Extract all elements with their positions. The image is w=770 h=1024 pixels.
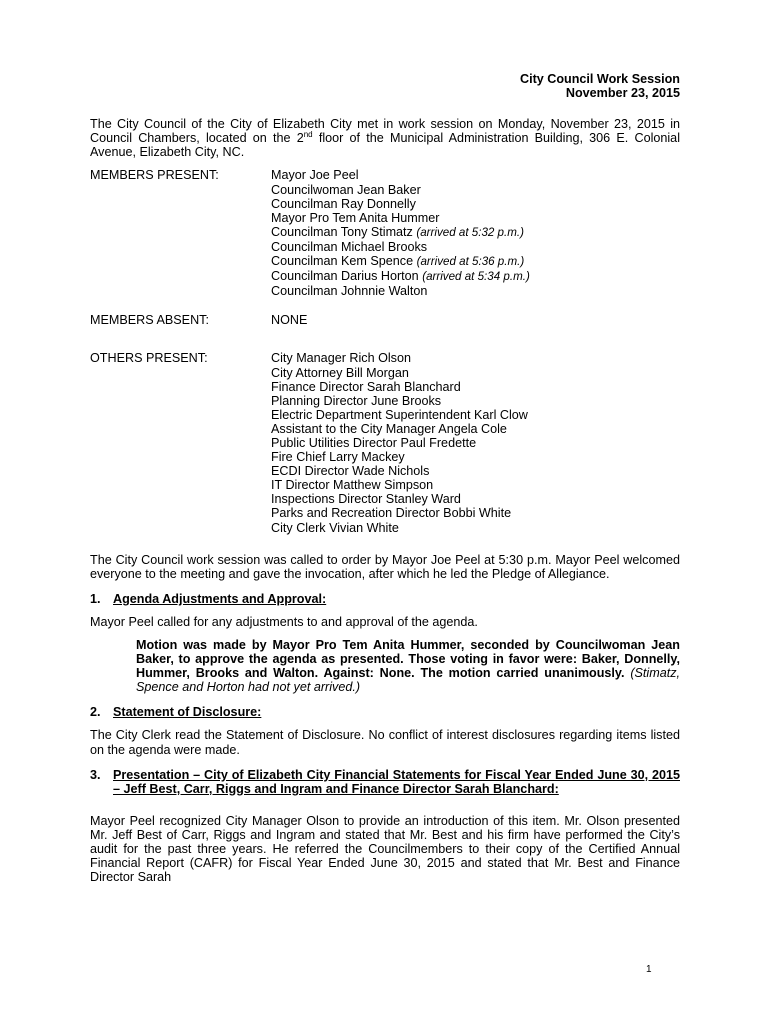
other-present-item: City Manager Rich Olson xyxy=(271,351,411,366)
other-present-item: Assistant to the City Manager Angela Cole xyxy=(271,421,507,436)
other-present-item: IT Director Matthew Simpson xyxy=(271,478,434,493)
section-2-heading xyxy=(90,705,680,719)
others-present-label: OTHERS PRESENT: xyxy=(90,351,208,366)
members-present-list xyxy=(271,168,530,298)
member-present-item xyxy=(271,284,530,298)
document-page xyxy=(90,72,680,884)
other-present-item: Parks and Recreation Director Bobbi White xyxy=(271,506,512,521)
member-name: Councilman Darius Horton xyxy=(271,269,419,284)
other-present-item: City Attorney Bill Morgan xyxy=(271,365,409,380)
members-present-block xyxy=(90,168,680,298)
members-absent-block xyxy=(90,313,680,327)
other-present-item: Inspections Director Stanley Ward xyxy=(271,492,461,507)
section-3-number: 3. xyxy=(90,767,101,782)
opening-paragraph: The City Council work session was called to order by Mayor Joe Peel at 5:30 p.m. Mayor Peel welcomed everyone to the meeting and gave the invocation, after which he led the Pledge of Allegiance. xyxy=(90,552,680,581)
members-absent-label: MEMBERS ABSENT: xyxy=(90,313,209,328)
member-name: Councilman Johnnie Walton xyxy=(271,284,428,299)
member-name: Councilwoman Jean Baker xyxy=(271,182,421,197)
members-present-label: MEMBERS PRESENT: xyxy=(90,168,219,183)
section-3-paragraph: Mayor Peel recognized City Manager Olson to provide an introduction of this item. Mr. Olson presented Mr. Jeff Best of Carr, Riggs and Ingram and stated that Mr. Best and his firm have performed the City’s audit for the past three years. He referred the Councilmembers to their copy of the Certified Annual Financial Report (CAFR) for Fiscal Year Ended June 30, 2015 and stated that Mr. Best and Finance Director Sarah xyxy=(90,813,680,885)
other-present-item: Electric Department Superintendent Karl Clow xyxy=(271,407,528,422)
other-present-item: ECDI Director Wade Nichols xyxy=(271,464,430,479)
member-present-item xyxy=(271,254,530,269)
member-name: Councilman Ray Donnelly xyxy=(271,196,416,211)
section-2-paragraph: The City Clerk read the Statement of Disclosure. No conflict of interest disclosures regarding items listed on the agenda were made. xyxy=(90,728,680,757)
intro-superscript: nd xyxy=(303,130,313,140)
members-absent-value: NONE xyxy=(271,313,308,328)
section-1-number: 1. xyxy=(90,591,101,606)
member-present-item xyxy=(271,211,530,225)
others-present-block xyxy=(90,351,680,534)
member-present-item xyxy=(271,225,530,240)
member-present-item xyxy=(271,197,530,211)
section-1-heading xyxy=(90,592,680,606)
other-present-item: City Clerk Vivian White xyxy=(271,520,399,535)
document-header xyxy=(90,72,680,100)
header-title: City Council Work Session xyxy=(519,72,680,86)
section-1-title: Agenda Adjustments and Approval: xyxy=(113,591,327,606)
intro-text-a: The City Council of the City of Elizabeth City met in work session on Monday, November 23, 2015 in Council Chambers, located on the 2 xyxy=(90,117,680,146)
member-name: Councilman Kem Spence xyxy=(271,254,414,269)
motion-note: (Stimatz, Spence and Horton had not yet arrived.) xyxy=(136,666,681,695)
section-1-motion xyxy=(136,638,680,694)
other-present-item: Public Utilities Director Paul Fredette xyxy=(271,435,477,450)
member-present-item xyxy=(271,240,530,254)
section-1-paragraph: Mayor Peel called for any adjustments to and approval of the agenda. xyxy=(90,614,478,629)
others-present-list xyxy=(271,351,528,534)
member-arrival-note: (arrived at 5:36 p.m.) xyxy=(416,255,525,269)
section-3-title: Presentation – City of Elizabeth City Financial Statements for Fiscal Year Ended June 30, 2015 – Jeff Best, Carr, Riggs and Ingram and Finance Director Sarah Blanchard: xyxy=(113,767,680,796)
section-2-title: Statement of Disclosure: xyxy=(113,705,262,720)
member-present-item xyxy=(271,269,530,284)
member-name: Mayor Joe Peel xyxy=(271,168,359,183)
page-number: 1 xyxy=(646,964,652,975)
other-present-item: Planning Director June Brooks xyxy=(271,393,442,408)
member-name: Mayor Pro Tem Anita Hummer xyxy=(271,210,440,225)
motion-text: Motion was made by Mayor Pro Tem Anita Hummer, seconded by Councilwoman Jean Baker, to approve the agenda as presented. Those voting in favor were: Baker, Donnelly, Hummer, Brooks and Walton. Against: None. The motion carried unanimously. xyxy=(136,638,680,681)
member-arrival-note: (arrived at 5:34 p.m.) xyxy=(422,270,530,284)
member-present-item xyxy=(271,168,530,182)
member-name: Councilman Michael Brooks xyxy=(271,239,428,254)
other-present-item: Finance Director Sarah Blanchard xyxy=(271,379,461,394)
member-present-item xyxy=(271,183,530,197)
section-3-heading xyxy=(90,768,680,796)
header-date: November 23, 2015 xyxy=(565,86,680,101)
section-2-number: 2. xyxy=(90,705,101,720)
member-name: Councilman Tony Stimatz xyxy=(271,224,413,239)
other-present-item: Fire Chief Larry Mackey xyxy=(271,450,405,465)
intro-text-b: floor of the Municipal Administration Building, 306 E. Colonial Avenue, Elizabeth City, NC. xyxy=(90,131,680,160)
intro-paragraph xyxy=(90,117,680,159)
member-arrival-note: (arrived at 5:32 p.m.) xyxy=(416,225,524,239)
